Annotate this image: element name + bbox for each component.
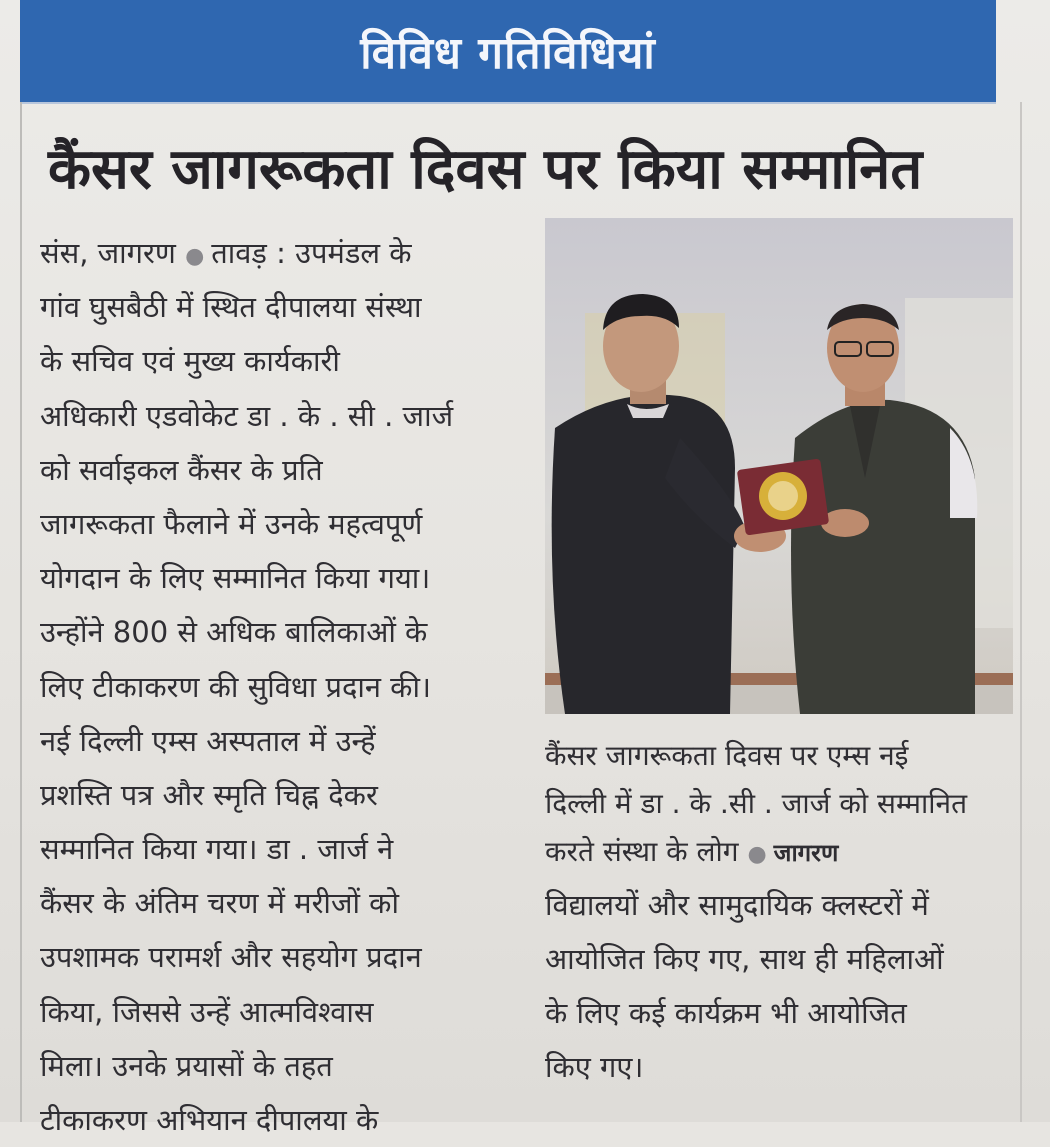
caption-line: कैंसर जागरूकता दिवस पर एम्स नई	[545, 739, 909, 772]
body-line: गांव घुसबैठी में स्थित दीपालया संस्था	[40, 290, 422, 325]
caption-line: दिल्ली में डा . के .सी . जार्ज को सम्मानित	[545, 787, 968, 820]
caption-line-last	[545, 828, 1015, 879]
section-title: विविध गतिविधियां	[360, 28, 656, 79]
body-line: टीकाकरण अभियान दीपालया के	[40, 1103, 379, 1137]
award-ceremony-photo	[545, 218, 1013, 714]
body-line: किए गए।	[545, 1050, 644, 1084]
body-line: के लिए कई कार्यक्रम भी आयोजित	[545, 996, 907, 1030]
column-rule-right	[1020, 102, 1022, 1122]
body-line: योगदान के लिए सम्मानित किया गया।	[40, 561, 431, 596]
bullet-dot-icon: ●	[185, 244, 212, 269]
body-line: जागरूकता फैलाने में उनके महत्वपूर्ण	[40, 506, 423, 541]
body-line: प्रशस्ति पत्र और स्मृति चिह्न देकर	[40, 777, 378, 812]
body-line: उन्होंने 800 से अधिक बालिकाओं के	[40, 615, 428, 650]
dateline: तावड़	[211, 236, 267, 270]
body-line: मिला। उनके प्रयासों के तहत	[40, 1048, 333, 1083]
body-line: नई दिल्ली एम्स अस्पताल में उन्हें	[40, 723, 376, 758]
article-body-right	[545, 878, 1015, 1094]
section-banner	[20, 0, 996, 102]
body-line: विद्यालयों और सामुदायिक क्लस्टरों में	[545, 888, 929, 922]
first-line-rest: : उपमंडल के	[276, 236, 412, 270]
body-line: के सचिव एवं मुख्य कार्यकारी	[40, 344, 340, 379]
body-line: अधिकारी एडवोकेट डा . के . सी . जार्ज	[40, 398, 454, 433]
body-line: आयोजित किए गए, साथ ही महिलाओं	[545, 942, 944, 976]
article-body-left	[40, 226, 520, 1147]
body-line: किया, जिससे उन्हें आत्मविश्वास	[40, 994, 374, 1029]
column-rule-left	[20, 102, 22, 1122]
caption-credit: जागरण	[773, 839, 839, 867]
body-line-first	[40, 226, 520, 280]
article-headline: कैंसर जागरूकता दिवस पर किया सम्मानित	[48, 137, 923, 202]
caption-text: करते संस्था के लोग	[545, 835, 739, 868]
byline: संस, जागरण	[40, 236, 176, 270]
body-line: उपशामक परामर्श और सहयोग प्रदान	[40, 940, 422, 975]
body-line: कैंसर के अंतिम चरण में मरीजों को	[40, 886, 399, 921]
photo-caption	[545, 732, 1015, 879]
body-line: सम्मानित किया गया। डा . जार्ज ने	[40, 832, 394, 867]
body-line: लिए टीकाकरण की सुविधा प्रदान की।	[40, 669, 431, 704]
body-line: को सर्वाइकल कैंसर के प्रति	[40, 452, 323, 487]
bullet-dot-icon: ●	[747, 842, 774, 867]
